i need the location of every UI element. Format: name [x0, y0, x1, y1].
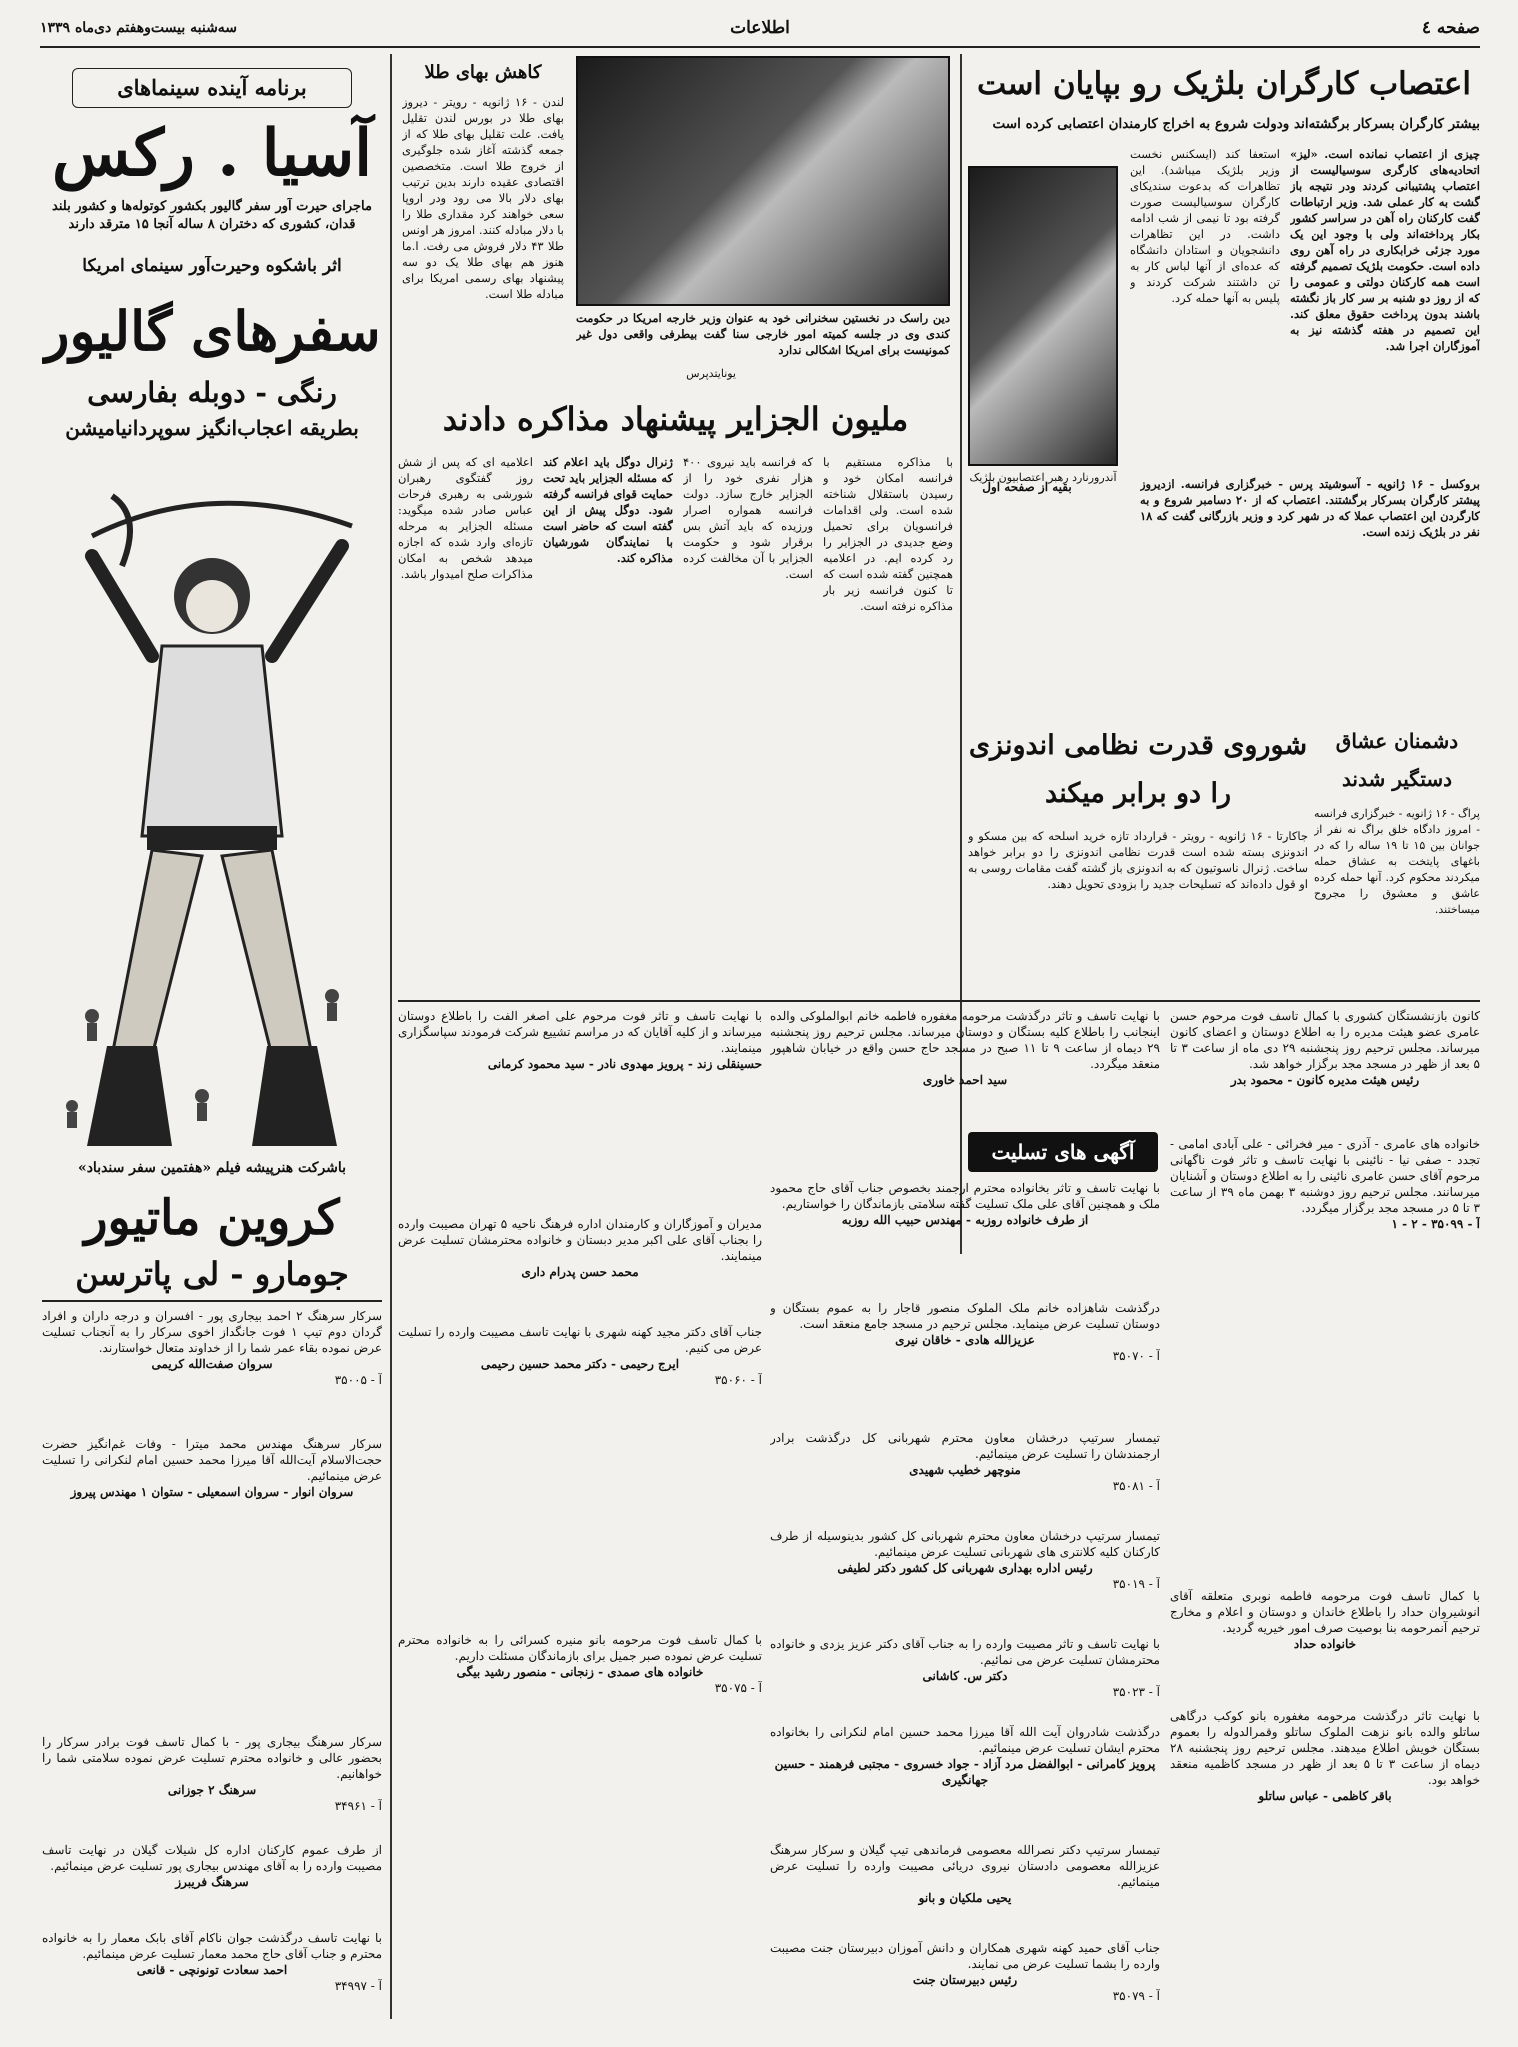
notice-ref: آ - ۳۴۹۹۷: [334, 1979, 382, 1993]
cinema-header: برنامه آینده سینماهای: [72, 68, 352, 108]
notice-sign: ایرج رحیمی - دکتر محمد حسین رحیمی: [480, 1357, 680, 1371]
masthead-rule: [40, 46, 1480, 48]
notice-ref: آ - ۳۵۰۷۹: [1112, 1989, 1160, 2003]
film-title: سفرهای گالیور: [43, 299, 381, 363]
gold-title: کاهش بهای طلا: [424, 62, 542, 83]
notice-sign: سرهنگ ۲ جوزانی: [167, 1783, 257, 1797]
notice-text: تیمسار سرتیپ دکتر نصرالله معصومی فرماندهی تیپ گیلان و سرکار سرهنگ عزیزالله معصومی دادستان نیروی دریائی مصیبت وارده را تسلیت عرض مینمائیم.: [770, 1843, 1160, 1889]
notice-text: با کمال تاسف فوت مرحومه فاطمه نوبری متعلقه آقای انوشیروان حداد را باطلاع خاندان و دوستان و اعلام و مخارج ترحیم آنمرحومه بنا بوصیت صرف امور خیریه گردید.: [1170, 1589, 1480, 1635]
paper-name: اطلاعات: [730, 18, 790, 38]
algeria-continued: بقیه از صفحه اول: [982, 480, 1072, 494]
column-rule: [390, 54, 392, 2019]
notice-sign: باقر کاظمی - عباس ساتلو: [1258, 1789, 1392, 1803]
notice: [770, 1842, 1160, 1932]
algeria-col3: ژنرال دوگل باید اعلام کند که مسئله الجزایر باید تحت حمایت قوای فرانسه گرفته شود. دوگل پیش از این گفته است که حاضر است با نمایندگان شورشیان مذاکره کند.: [543, 455, 673, 565]
belgium-deck: بیشتر کارگران بسرکار برگشته‌اند ودولت شروع به اخراج کارمندان اعتصابی کرده است: [992, 116, 1480, 132]
notice: [42, 1734, 382, 1834]
notice-ref: آ - ۳۵۰۱۹: [1112, 1577, 1160, 1591]
notice-column-right: [1170, 1008, 1480, 2018]
notice-ref: آ - ۳۵۰۸۱: [1112, 1479, 1160, 1493]
notice-text: با نهایت تاسف و تاثر بخانواده محترم ارجمند بخصوص جناب آقای حاج محمود ملک و همچنین آقای علی ملک تسلیت گفته سلامتی بازماندگان را خواستاریم.: [770, 1181, 1160, 1211]
notice: [42, 1308, 382, 1428]
notice-text: سرکار سرهنگ بیجاری پور - با کمال تاسف فوت برادر سرکار را بحضور عالی و خانواده محترم تسلیت عرض نموده سلامتی شما را خواهانیم.: [42, 1735, 382, 1781]
notice-text: درگذشت شاهزاده خانم ملک الملوک منصور قاجار را به عموم بستگان و دوستان تسلیت عرض مینماید. مجلس ترحیم در مسجد جامع منعقد است.: [770, 1301, 1160, 1331]
issue-date: سه‌شنبه بیست‌وهفتم دی‌ماه ۱۳۳۹: [40, 20, 238, 36]
notice-sign: محمد حسن پدرام داری: [521, 1265, 639, 1279]
theaters-name: آسیا . رکس: [51, 116, 373, 191]
notice: [42, 1842, 382, 1922]
lovers-article: [1314, 722, 1480, 992]
belgium-article: [968, 56, 1480, 716]
rusk-photo-block: [576, 56, 950, 386]
film-credit: باشرکت هنرپیشه فیلم «هفتمین سفر سندباد»: [77, 1160, 347, 1176]
notice: [770, 1940, 1160, 2018]
notice: [1170, 1136, 1480, 1576]
notice-text: جناب آقای حمید کهنه شهری همکاران و دانش آموزان دبیرستان جنت مصیبت وارده را بشما تسلیت عرض می نمایند.: [770, 1941, 1160, 1971]
notice-text: با نهایت تاسف درگذشت جوان ناکام آقای بابک معمار را به خانواده محترم و جناب آقای حاج محمد معمار تسلیت عرض مینمائیم.: [42, 1931, 382, 1961]
notice-sign: عزیزالله هادی - خاقان نیری: [895, 1333, 1035, 1347]
algeria-headline: ملیون الجزایر پیشنهاد مذاکره دادند: [442, 400, 909, 438]
gold-body: لندن - ۱۶ ژانویه - رویتر - دیروز بهای طلا در بورس لندن تقلیل یافت. علت تقلیل بهای طلا که از جمعه گذشته آغاز شده جلوگیری از خروج طلا است. متخصصین اقتصادی عقیده دارند بدین ترتیب بهای دلار بالا می رود ودر اروپا سعی خواهند کرد مقداری طلا را با دلار مبادله کنند. امروز هر اونس طلا ۴۳ دلار فروش می رفت. ا.ما هنوز هم بهای طلا یک دو سه پیشنهاد بهای رسمی امریکا برای مبادله طلا است.: [402, 95, 564, 301]
gold-article: [398, 56, 568, 386]
notice-text: درگذشت شادروان آیت الله آقا میرزا محمد حسین امام لنکرانی را بخانواده محترم ایشان تسلیت عرض مینمائیم.: [770, 1725, 1160, 1755]
notice-sign: آ - ۳۵۰۹۹ - ۲ - ۱: [1391, 1217, 1480, 1231]
notice-text: تیمسار سرتیپ درخشان معاون محترم شهربانی کل کشور بدینوسیله از طرف کارکنان کلیه کلانتری های شهربانی تسلیت عرض مینمائیم.: [770, 1529, 1160, 1559]
notice-text: سرکار سرهنگ ۲ احمد بیجاری پور - افسران و درجه داران و افراد گردان دوم تیپ ۱ فوت جانگداز اخوی سرکار را به آنجناب تسلیت عرض نموده بقاء عمر شما را از خداوند متعال خواستارند.: [42, 1309, 382, 1355]
notice-text: از طرف عموم کارکنان اداره کل شیلات گیلان در نهایت تاسف مصیبت وارده را به آقای مهندس بیجاری پور تسلیت عرض مینمائیم.: [42, 1843, 382, 1873]
soviet-body: جاکارتا - ۱۶ ژانویه - رویتر - قرارداد تازه خرید اسلحه که بین مسکو و اندونزی بسته شده است قدرت نظامی اندونزی را دو برابر خواهد ساخت. ژنرال ناسوتیون که به اندونزی باز گشته گفت مقامات روسی به او قول داده‌اند که تسلیحات جدید را بزودی تحویل دهند.: [968, 829, 1308, 891]
cinema-ad: [42, 56, 382, 1296]
notice-text: با کمال تاسف فوت مرحومه بانو منیره کسرائی را به خانواده محترم تسلیت عرض نموده صبر جمیل برای بازماندگان مسئلت داریم.: [398, 1633, 762, 1663]
notice-sign: دکتر س. کاشانی: [922, 1669, 1008, 1683]
notice-text: با نهایت تاثر درگذشت مرحومه مغفوره بانو کوکب درگاهی ساتلو والده بانو نزهت الملوک ساتلو وقمرالدوله را بعموم بستگان خویش اطلاع میدهند. مجلس ترحیم روز پنجشنبه ۲۸ دیماه از ساعت ۳ تا ۵ بعد از ظهر در مسجد کاظمیه منعقد خواهد بود.: [1170, 1709, 1480, 1787]
rusk-caption: دین راسک در نخستین سخنرانی خود به عنوان وزیر خارجه امریکا در حکومت کندی وی در جلسه کمیته امور خارجی سنا گفت بیطرفی واقعی دول غیر کمونیست برای امریکا اشکالی ندارد: [576, 311, 950, 357]
notice-sign: سروان انوار - سروان اسمعیلی - ستوان ۱ مهندس پیروز: [70, 1485, 354, 1499]
notice-ref: آ - ۳۵۰۶۰: [714, 1373, 762, 1387]
notice: [1170, 1588, 1480, 1698]
notice-sign: پرویز کامرانی - ابوالفضل مرد آزاد - جواد خسروی - مجتبی فرهمند - حسین جهانگیری: [774, 1757, 1156, 1787]
notice: [770, 1724, 1160, 1834]
notice-sign: رئیس دبیرستان جنت: [912, 1973, 1018, 1987]
notice-sign: خانواده حداد: [1293, 1637, 1357, 1651]
notice: [1170, 1708, 1480, 2008]
notice-text: با نهایت تاسف و تاثر درگذشت مرحومه مغفوره فاطمه خانم ابوالملوکی والده اینجانب را باطلاع کلیه بستگان و دوستان میرساند. مجلس ترحیم روز پنجشنبه ۲۹ دیماه از ساعت ۹ تا ۱۱ صبح در مسجد حاج حسن واقع در خیابان شاهپور منعقد میگردد.: [770, 1009, 1160, 1071]
rusk-source: یونایتدپرس: [686, 367, 736, 380]
notice-sign: سرهنگ فریبرز: [175, 1875, 249, 1889]
belgium-portrait-caption: آندرورنارد رهبر اعتصابیون بلژیک: [969, 471, 1117, 484]
notice: [770, 1300, 1160, 1420]
film-technique: بطریقه اعجاب‌انگیز سوپردانیامیشن: [65, 416, 359, 440]
notice-text: مدیران و آموزگاران و کارمندان اداره فرهنگ ناحیه ۵ تهران مصیبت وارده را بجناب آقای علی اکبر مدیر دبستان و خانواده محترمشان تسلیت عرض مینمایند.: [398, 1217, 762, 1263]
belgium-body-left: استعفا کند (ایسکنس نخست وزیر بلژیک میباشد). این تظاهرات که بدعوت سندیکای کارگران سوسیالیست صورت گرفته بود تا نیمی از شب ادامه داشت. در این تظاهرات دانشجویان و استادان دانشگاه که عده‌ای از آنها لباس کار به تن داشتند شرکت کردند و پلیس به آنها حمله کرد.: [1130, 147, 1280, 305]
notice-text: سرکار سرهنگ مهندس محمد میترا - وفات غم‌انگیز حضرت حجت‌الاسلام آیت‌الله آقا میرزا محمد حسین امام لنکرانی را تسلیت عرض مینمائیم.: [42, 1437, 382, 1483]
film-co-stars: جومارو - لی پاترسن: [75, 1255, 349, 1293]
section-rule: [42, 1300, 382, 1302]
film-star: کروین ماتیور: [84, 1190, 340, 1246]
notice-ref: آ - ۳۵۰۲۳: [1112, 1685, 1160, 1699]
notice-text: کانون بازنشستگان کشوری با کمال تاسف فوت مرحوم حسن عامری عضو هیئت مدیره را به اطلاع دوستان و اعضای کانون میرساند. مجلس ترحیم روز پنجشنبه ۲۹ دی ماه از ساعت ۳ تا ۵ بعد از ظهر در مسجد مجد برگزار خواهد شد.: [1170, 1009, 1480, 1071]
notice-sign: رئیس اداره بهداری شهربانی کل کشور دکتر لطیفی: [837, 1561, 1093, 1575]
notice: [770, 1636, 1160, 1716]
notice-sign: سید احمد خاوری: [922, 1073, 1008, 1087]
notice-text: تیمسار سرتیپ درخشان معاون محترم شهربانی کل درگذشت برادر ارجمندشان را تسلیت عرض مینمائیم.: [770, 1431, 1160, 1461]
notice: [42, 1436, 382, 1726]
notice-sign: سروان صفت‌الله کریمی: [151, 1357, 273, 1371]
notice: [42, 1930, 382, 2018]
belgium-portrait: [968, 166, 1118, 466]
notice-ref: آ - ۳۵۰۰۵: [334, 1373, 382, 1387]
soviet-headline: شوروی قدرت نظامی اندونزی را دو برابر میکند: [968, 730, 1308, 809]
notice-sign: احمد سعادت تونونچی - قانعی: [136, 1963, 288, 1977]
notice: [770, 1430, 1160, 1520]
notice-text: با نهایت تاسف و تاثر فوت مرحوم علی اصغر الفت را باطلاع دوستان میرساند و از کلیه آقایان که در مراسم تشییع شرکت فرمودند سپاسگزاری مینمایند.: [398, 1009, 762, 1055]
masthead: [40, 18, 1480, 44]
notice-sign: رئیس هیئت مدیره کانون - محمود بدر: [1230, 1073, 1420, 1087]
algeria-col1: با مذاکره مستقیم با فرانسه امکان خود و رسیدن باستقلال شناخته شده است. ولی اقدامات فرانسویان برای تحمیل وضع جدیدی در الجزایر را رد کرده ایم. در اعلامیه همچنین گفته شده است که تا کنون فرانسه زیر بار مذاکره نرفته است.: [823, 455, 953, 613]
notice-text: جناب آقای دکتر مجید کهنه شهری با نهایت تاسف مصیبت وارده را تسلیت عرض می کنیم.: [398, 1325, 762, 1355]
notice-sign: حسینقلی زند - پرویز مهدوی نادر - سید محمود کرمانی: [487, 1057, 762, 1071]
notice: [770, 1180, 1160, 1290]
notice: [398, 1008, 762, 1208]
belgium-body-bottom: بروکسل - ۱۶ ژانویه - آسوشیتد پرس - خبرگزاری فرانسه. ازدیروز پیشتر کارگران بسرکار برگشتند. اعتصاب که از ۲۰ دسامبر شروع و به کارگردن این اعتصاب عملا که در شهر کرد و وزیر بازرگانی گفت که ۱۸ نفر در بلژیک زنده است.: [1140, 477, 1480, 539]
notice-sign: یحیی ملکیان و بانو: [918, 1891, 1012, 1905]
notice-sign: خانواده های صمدی - زنجانی - منصور رشید بیگی: [456, 1665, 704, 1679]
cinema-subtitle: اثر باشکوه وحیرت‌آور سینمای امریکا: [82, 256, 342, 276]
notice: [398, 1216, 762, 1316]
film-format: رنگی - دوبله بفارسی: [87, 376, 337, 409]
gulliver-illustration: [52, 456, 372, 1156]
notice-text: با نهایت تاسف و تاثر مصیبت وارده را به جناب آقای دکتر عزیز یزدی و خانواده محترمشان تسلیت عرض می نمائیم.: [770, 1637, 1160, 1667]
notice-sign: منوچهر خطیب شهیدی: [909, 1463, 1021, 1477]
notice-text: خانواده های عامری - آذری - میر فخرائی - علی آبادی امامی - تجدد - صفی نیا - نائینی با نهایت تاسف و تاثر فوت ناگهانی مرحوم آقای حسن عامری نائینی را به اطلاع دوستان و آشنایان میرسانند. مجلس ترحیم روز دوشنبه ۳ بهمن ماه ۳۹ از ساعت ۳ تا ۵ در مسجد مجد برگزار میگردد.: [1170, 1137, 1480, 1215]
lovers-headline: دشمنان عشاق دستگیر شدند: [1335, 729, 1459, 791]
soviet-article: [968, 722, 1308, 992]
algeria-col4: اعلامیه ای که پس از شش روز گفتگوی رهبران شورشی به رهبری فرحات عباس صادر شده میگوید: مسئله الجزایر به مرحله تازه‌ای وارد شده که اجازه میدهد شخص به امکان مذاکرات صلح امیدوار باشد.: [398, 455, 533, 581]
notice: [770, 1528, 1160, 1628]
algeria-col2: که فرانسه باید نیروی ۴۰۰ هزار نفری خود را از الجزایر خارج سازد. دولت فرانسه همواره اصرار ورزیده که باید آتش بس برقرار شود و حکومت الجزایر با آن مخالفت کرده است.: [683, 455, 813, 581]
belgium-body-right: چیزی از اعتصاب نمانده است. «لیز» اتحادیه‌های کارگری سوسیالیست از اعتصاب پشتیبانی کردند ودر نتیجه باز گشت به کار عملی شد. وزیر ارتباطات گفت کارکنان راه آهن در سراسر کشور بکار پرداخته‌اند ولی با وجود این یک مورد جزئی خرابکاری در راه آهن روی داده است. حکومت بلژیک تصمیم گرفته است همه کارکنان دولتی و عمومی را که از روز دو شنبه بر سر کار باز نگشته باشند بدون پرداخت حقوق معلق کند. این تصمیم در هفته گذشته نیز به آموزگاران اجرا شد.: [1290, 147, 1480, 353]
rusk-photo: [576, 56, 950, 306]
lovers-body: پراگ - ۱۶ ژانویه - خبرگزاری فرانسه - امروز دادگاه خلق براگ نه نفر از جوانان بین ۱۵ تا ۱۹ ساله را که در باغهای پایتخت به عشاق حمله میکردند محکوم کرد. آنها حمله کرده عاشق و معشوق را مجروح میساختند.: [1314, 807, 1480, 916]
notice-ref: آ - ۳۵۰۷۵: [714, 1681, 762, 1695]
notices-header: آگهی های تسلیت: [968, 1132, 1158, 1172]
belgium-headline: اعتصاب کارگران بلژیک رو بپایان است: [977, 66, 1471, 102]
notice: [770, 1008, 1160, 1128]
notice-ref: آ - ۳۴۹۶۱: [334, 1799, 382, 1813]
notice: [398, 1324, 762, 1624]
notice-sign: از طرف خانواده روزبه - مهندس حبیب الله روزبه: [841, 1213, 1089, 1227]
notice: [398, 1632, 762, 2018]
section-rule: [398, 1000, 1480, 1002]
notice-ref: آ - ۳۵۰۷۰: [1112, 1349, 1160, 1363]
cinema-tagline: ماجرای حیرت آور سفر گالیور بکشور کوتوله‌ها و کشور بلند قدان، کشوری که دختران ۸ ساله آنجا ۱۵ مترقد دارند: [52, 199, 372, 232]
algeria-article: [398, 392, 953, 962]
page-label: صفحه ٤: [1421, 18, 1480, 38]
notice: [1170, 1008, 1480, 1128]
